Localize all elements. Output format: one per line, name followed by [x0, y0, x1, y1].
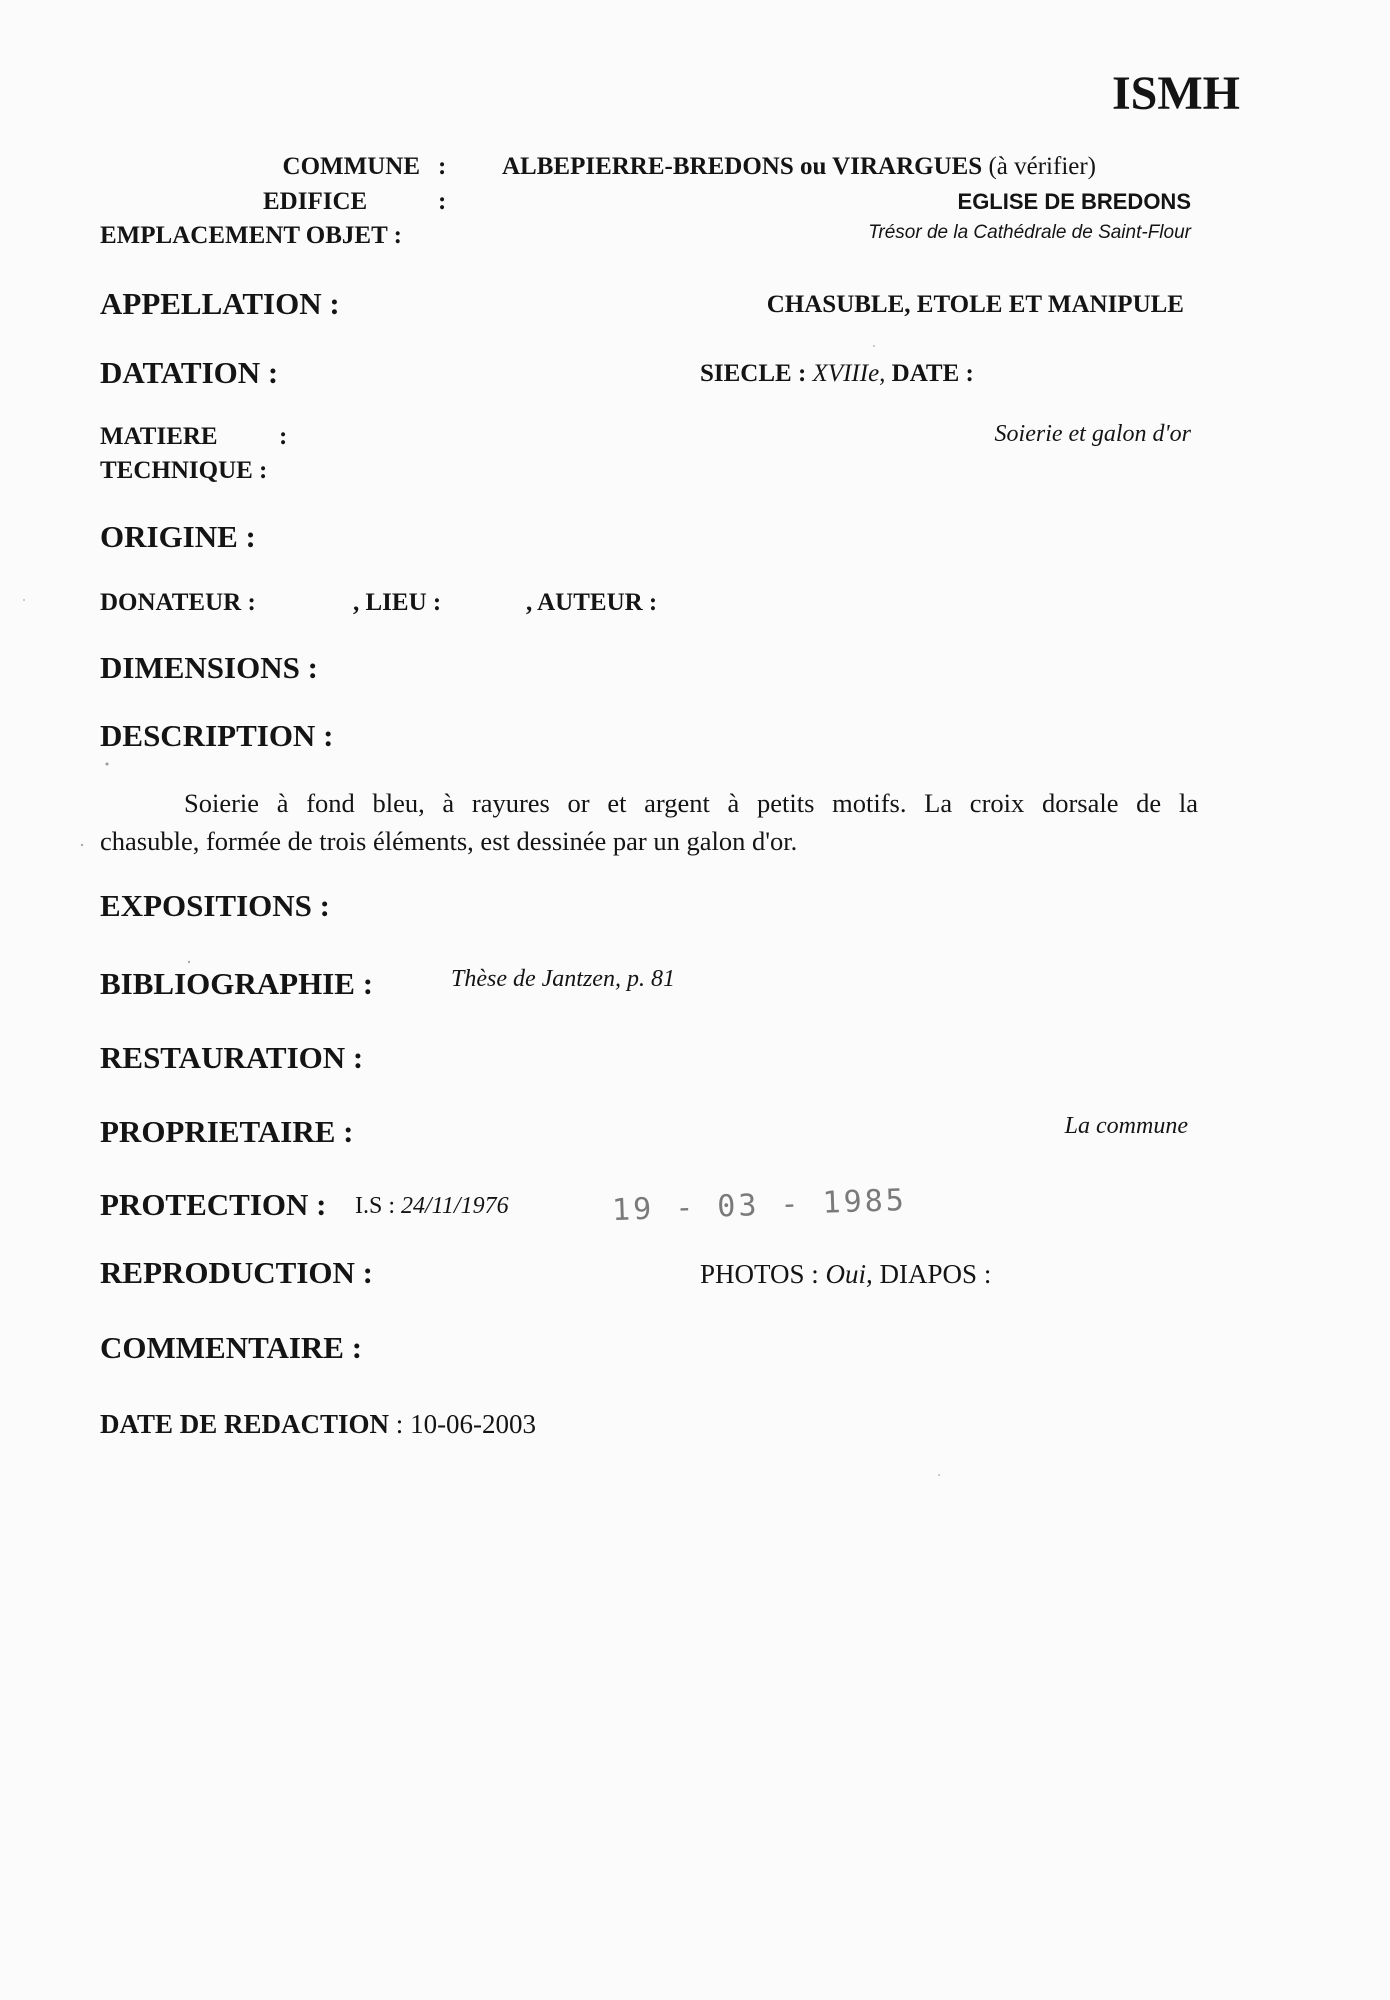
- matiere-colon: :: [279, 423, 288, 450]
- appellation-value: CHASUBLE, ETOLE ET MANIPULE: [766, 291, 1184, 318]
- matiere-value: Soierie et galon d'or: [994, 421, 1191, 447]
- document-code: ISMH: [1112, 67, 1241, 120]
- lieu-label: , LIEU :: [353, 589, 442, 616]
- description-label: DESCRIPTION :: [100, 718, 334, 753]
- redaction-label: DATE DE REDACTION: [100, 1409, 390, 1439]
- appellation-label: APPELLATION :: [100, 286, 340, 321]
- bibliographie-value: Thèse de Jantzen, p. 81: [451, 966, 675, 992]
- description-line-1: Soierie à fond bleu, à rayures or et argent à petits motifs. La croix dorsale de la: [184, 788, 1198, 818]
- protection-is-label: I.S :: [355, 1193, 396, 1219]
- edifice-colon: :: [438, 188, 447, 215]
- photos-label: PHOTOS :: [700, 1259, 819, 1289]
- protection-label: PROTECTION :: [100, 1187, 327, 1222]
- emplacement-label: EMPLACEMENT OBJET :: [100, 222, 402, 249]
- commune-label: COMMUNE: [282, 153, 420, 180]
- siecle-label: SIECLE :: [700, 360, 807, 387]
- edifice-value: EGLISE DE BREDONS: [957, 189, 1191, 214]
- bibliographie-label: BIBLIOGRAPHIE :: [100, 966, 374, 1001]
- datation-label: DATATION :: [100, 355, 279, 390]
- reproduction-label: REPRODUCTION :: [100, 1255, 373, 1290]
- commune-note: (à vérifier): [988, 153, 1097, 180]
- proprietaire-label: PROPRIETAIRE :: [100, 1114, 354, 1149]
- date-label: DATE :: [891, 360, 974, 387]
- photos-value: Oui,: [825, 1259, 873, 1289]
- commentaire-label: COMMENTAIRE :: [100, 1330, 363, 1365]
- handwritten-date: 19 - 03 - 1985: [611, 1182, 908, 1229]
- redaction-value: 10-06-2003: [410, 1409, 537, 1439]
- siecle-value: XVIIIe,: [812, 360, 886, 387]
- technique-label: TECHNIQUE :: [100, 457, 268, 484]
- diapos-label: DIAPOS :: [879, 1259, 992, 1289]
- proprietaire-value: La commune: [1064, 1113, 1188, 1139]
- expositions-label: EXPOSITIONS :: [100, 888, 330, 923]
- redaction-sep: :: [389, 1409, 411, 1439]
- edifice-label: EDIFICE: [263, 188, 368, 215]
- auteur-label: , AUTEUR :: [526, 589, 658, 616]
- commune-colon: :: [438, 153, 447, 180]
- dimensions-label: DIMENSIONS :: [100, 650, 318, 685]
- donateur-label: DONATEUR :: [100, 589, 256, 616]
- description-line-2: chasuble, formée de trois éléments, est dessinée par un galon d'or.: [100, 826, 798, 856]
- matiere-label: MATIERE: [100, 423, 218, 450]
- emplacement-value: Trésor de la Cathédrale de Saint-Flour: [868, 222, 1191, 243]
- origine-label: ORIGINE :: [100, 519, 256, 554]
- restauration-label: RESTAURATION :: [100, 1040, 364, 1075]
- protection-is-value: 24/11/1976: [401, 1193, 509, 1219]
- commune-value: ALBEPIERRE-BREDONS ou VIRARGUES: [502, 153, 983, 180]
